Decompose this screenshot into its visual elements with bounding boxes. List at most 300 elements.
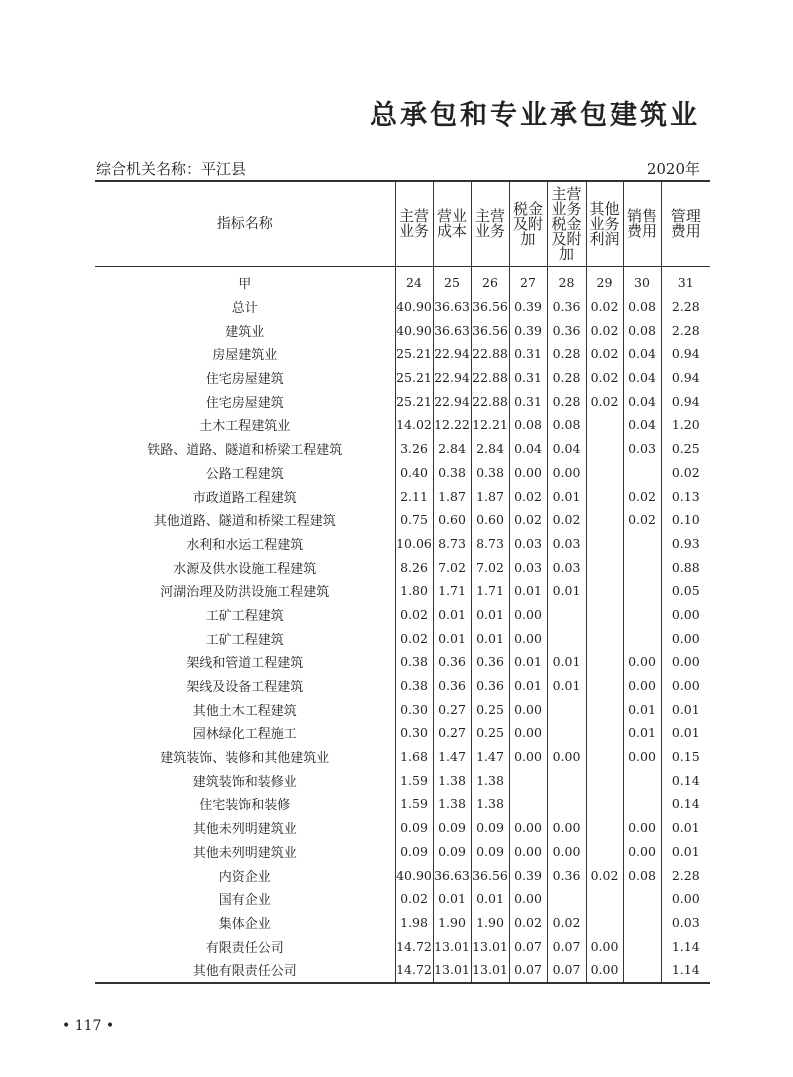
- cell-value: 0.94: [661, 389, 710, 413]
- row-label: 建筑装饰和装修业: [192, 774, 297, 790]
- cell-value: 1.71: [471, 579, 509, 603]
- cell-value: 0.00: [661, 603, 710, 627]
- row-label: 河湖治理及防洪设施工程建筑: [160, 585, 330, 601]
- cell-value: 30: [623, 267, 661, 295]
- column-header-label: 营业成本: [436, 207, 467, 240]
- cell-value: 1.71: [433, 579, 471, 603]
- cell-value: 0.09: [433, 840, 471, 864]
- cell-value: 22.88: [471, 366, 509, 390]
- cell-value: [586, 721, 623, 745]
- cell-value: 0.00: [509, 603, 547, 627]
- cell-value: 0.88: [661, 555, 710, 579]
- column-header-label: 主营业务税金及附加: [551, 184, 582, 263]
- row-label: 建筑业: [225, 324, 265, 340]
- cell-value: 2.84: [433, 437, 471, 461]
- cell-value: 25.21: [395, 366, 433, 390]
- cell-value: 0.00: [509, 721, 547, 745]
- row-label: 房屋建筑业: [212, 348, 278, 364]
- cell-value: 0.02: [623, 484, 661, 508]
- table-row: [95, 958, 710, 983]
- cell-value: 3.26: [395, 437, 433, 461]
- cell-value: 0.08: [623, 863, 661, 887]
- cell-value: 0.08: [547, 413, 586, 437]
- cell-value: [509, 792, 547, 816]
- table-row: [95, 840, 710, 864]
- cell-value: 0.01: [623, 697, 661, 721]
- cell-value: 29: [586, 267, 623, 295]
- table-row: [95, 437, 710, 461]
- cell-value: 22.88: [471, 389, 509, 413]
- cell-value: [623, 461, 661, 485]
- cell-value: 0.02: [586, 295, 623, 319]
- cell-value: [547, 887, 586, 911]
- cell-value: 0.02: [586, 389, 623, 413]
- row-label: 建筑装饰、装修和其他建筑业: [160, 751, 330, 767]
- row-label: 集体企业: [218, 916, 271, 932]
- cell-value: 0.01: [471, 603, 509, 627]
- cell-value: 1.38: [471, 792, 509, 816]
- column-header-label: 主营业务: [398, 207, 429, 240]
- cell-value: 0.01: [547, 674, 586, 698]
- table-row: [95, 579, 710, 603]
- column-header: [661, 181, 710, 267]
- cell-value: 1.87: [433, 484, 471, 508]
- cell-value: 36.63: [433, 318, 471, 342]
- cell-value: 40.90: [395, 318, 433, 342]
- cell-value: 36.63: [433, 295, 471, 319]
- cell-value: [586, 697, 623, 721]
- cell-value: 0.00: [623, 816, 661, 840]
- cell-value: 0.13: [661, 484, 710, 508]
- row-label: 住宅装饰和装修: [199, 798, 291, 814]
- row-label: 水利和水运工程建筑: [186, 537, 304, 553]
- cell-value: [586, 508, 623, 532]
- cell-value: 0.04: [547, 437, 586, 461]
- table-row: [95, 532, 710, 556]
- cell-value: 0.00: [623, 840, 661, 864]
- statistics-table: [95, 180, 710, 984]
- cell-value: [586, 768, 623, 792]
- table-row: [95, 603, 710, 627]
- cell-value: [586, 626, 623, 650]
- cell-value: 1.20: [661, 413, 710, 437]
- cell-value: 1.87: [471, 484, 509, 508]
- table-row: [95, 318, 710, 342]
- cell-value: 1.80: [395, 579, 433, 603]
- cell-value: 22.94: [433, 342, 471, 366]
- cell-value: 24: [395, 267, 433, 295]
- cell-value: [586, 532, 623, 556]
- cell-value: 0.01: [471, 887, 509, 911]
- cell-value: 0.03: [661, 911, 710, 935]
- cell-value: 0.31: [509, 342, 547, 366]
- cell-value: [586, 461, 623, 485]
- cell-value: [623, 579, 661, 603]
- cell-value: 0.08: [623, 318, 661, 342]
- cell-value: 22.94: [433, 389, 471, 413]
- cell-value: 13.01: [471, 934, 509, 958]
- cell-value: 0.02: [586, 366, 623, 390]
- cell-value: 0.36: [547, 863, 586, 887]
- cell-value: [586, 674, 623, 698]
- cell-value: 0.04: [623, 413, 661, 437]
- cell-value: 25.21: [395, 342, 433, 366]
- cell-value: 0.36: [471, 674, 509, 698]
- cell-value: 7.02: [433, 555, 471, 579]
- cell-value: [586, 745, 623, 769]
- cell-value: 27: [509, 267, 547, 295]
- cell-value: 0.01: [661, 816, 710, 840]
- cell-value: 14.02: [395, 413, 433, 437]
- cell-value: [547, 603, 586, 627]
- row-label: 住宅房屋建筑: [205, 372, 284, 388]
- cell-value: 0.38: [471, 461, 509, 485]
- row-label: 土木工程建筑业: [199, 419, 291, 435]
- cell-value: 1.59: [395, 792, 433, 816]
- table-row: [95, 555, 710, 579]
- row-label: 架线和管道工程建筑: [186, 656, 304, 672]
- cell-value: 0.00: [586, 958, 623, 983]
- cell-value: 1.59: [395, 768, 433, 792]
- cell-value: 8.73: [433, 532, 471, 556]
- cell-value: 0.01: [623, 721, 661, 745]
- cell-value: 0.00: [623, 674, 661, 698]
- column-header-label: 其他业务利润: [589, 199, 620, 248]
- cell-value: [586, 484, 623, 508]
- cell-value: 1.68: [395, 745, 433, 769]
- cell-value: 0.02: [395, 603, 433, 627]
- cell-value: 0.00: [509, 887, 547, 911]
- table-row: [95, 650, 710, 674]
- cell-value: 0.03: [509, 532, 547, 556]
- cell-value: 0.10: [661, 508, 710, 532]
- cell-value: 0.27: [433, 697, 471, 721]
- cell-value: 0.02: [623, 508, 661, 532]
- cell-value: 26: [471, 267, 509, 295]
- table-row: [95, 413, 710, 437]
- cell-value: [623, 911, 661, 935]
- column-header-label: 指标名称: [216, 215, 273, 232]
- cell-value: 0.01: [547, 650, 586, 674]
- cell-value: 0.01: [433, 887, 471, 911]
- row-label: 住宅房屋建筑: [205, 395, 284, 411]
- cell-value: 0.04: [623, 342, 661, 366]
- cell-value: 0.02: [395, 626, 433, 650]
- row-label: 其他未列明建筑业: [192, 822, 297, 838]
- row-label: 有限责任公司: [205, 940, 284, 956]
- cell-value: 0.09: [471, 840, 509, 864]
- cell-value: [509, 768, 547, 792]
- cell-value: 0.14: [661, 792, 710, 816]
- organization-label: 综合机关名称：平江县: [96, 160, 247, 178]
- cell-value: [586, 840, 623, 864]
- cell-value: [547, 792, 586, 816]
- cell-value: 0.00: [623, 745, 661, 769]
- cell-value: 0.09: [395, 816, 433, 840]
- cell-value: 36.56: [471, 295, 509, 319]
- cell-value: 0.00: [586, 934, 623, 958]
- cell-value: 2.28: [661, 295, 710, 319]
- table-header-row: [95, 181, 710, 267]
- cell-value: 2.11: [395, 484, 433, 508]
- cell-value: 0.00: [661, 674, 710, 698]
- cell-value: 1.38: [471, 768, 509, 792]
- column-header-label: 主营业务: [474, 207, 505, 240]
- cell-value: 1.47: [471, 745, 509, 769]
- cell-value: [586, 555, 623, 579]
- cell-value: 0.02: [509, 911, 547, 935]
- cell-value: 0.94: [661, 342, 710, 366]
- cell-value: 0.15: [661, 745, 710, 769]
- cell-value: 0.02: [509, 484, 547, 508]
- row-label: 水源及供水设施工程建筑: [173, 561, 317, 577]
- table-row: [95, 508, 710, 532]
- cell-value: [547, 768, 586, 792]
- cell-value: [623, 934, 661, 958]
- page-number: • 117 •: [62, 1018, 115, 1034]
- cell-value: 0.03: [509, 555, 547, 579]
- cell-value: 1.90: [433, 911, 471, 935]
- cell-value: 0.00: [661, 626, 710, 650]
- cell-value: [586, 603, 623, 627]
- cell-value: 0.14: [661, 768, 710, 792]
- cell-value: 0.28: [547, 366, 586, 390]
- table-row: [95, 768, 710, 792]
- cell-value: 0.28: [547, 342, 586, 366]
- cell-value: 0.02: [661, 461, 710, 485]
- cell-value: [623, 626, 661, 650]
- table-row: [95, 389, 710, 413]
- table-row: [95, 816, 710, 840]
- cell-value: 13.01: [433, 958, 471, 983]
- cell-value: [623, 603, 661, 627]
- table-row: [95, 721, 710, 745]
- cell-value: 0.39: [509, 295, 547, 319]
- cell-value: [547, 626, 586, 650]
- cell-value: 0.25: [471, 697, 509, 721]
- row-label: 公路工程建筑: [205, 466, 284, 482]
- table-row: [95, 484, 710, 508]
- cell-value: [586, 816, 623, 840]
- cell-value: 13.01: [471, 958, 509, 983]
- page-title: 总承包和专业承包建筑业: [370, 100, 700, 131]
- cell-value: 0.01: [433, 626, 471, 650]
- cell-value: 0.94: [661, 366, 710, 390]
- cell-value: 0.25: [471, 721, 509, 745]
- cell-value: 0.01: [509, 674, 547, 698]
- cell-value: 0.02: [547, 508, 586, 532]
- cell-value: 0.00: [509, 626, 547, 650]
- table-row: [95, 745, 710, 769]
- cell-value: 0.30: [395, 721, 433, 745]
- cell-value: 0.00: [547, 461, 586, 485]
- cell-value: 7.02: [471, 555, 509, 579]
- row-label: 其他土木工程建筑: [192, 703, 297, 719]
- cell-value: 0.31: [509, 366, 547, 390]
- cell-value: [586, 650, 623, 674]
- cell-value: 36.56: [471, 318, 509, 342]
- cell-value: 2.28: [661, 863, 710, 887]
- table-row: [95, 295, 710, 319]
- cell-value: [586, 413, 623, 437]
- cell-value: 0.07: [547, 934, 586, 958]
- cell-value: 0.00: [509, 697, 547, 721]
- cell-value: [623, 768, 661, 792]
- table-row: [95, 934, 710, 958]
- cell-value: 25.21: [395, 389, 433, 413]
- cell-value: 8.26: [395, 555, 433, 579]
- cell-value: 0.38: [395, 650, 433, 674]
- cell-value: 0.04: [623, 366, 661, 390]
- cell-value: 0.00: [547, 816, 586, 840]
- cell-value: 0.01: [661, 840, 710, 864]
- cell-value: 0.01: [661, 721, 710, 745]
- row-label: 国有企业: [218, 893, 271, 909]
- cell-value: 13.01: [433, 934, 471, 958]
- table-row: [95, 887, 710, 911]
- cell-value: [623, 887, 661, 911]
- column-header: [95, 181, 395, 267]
- row-label: 工矿工程建筑: [205, 632, 284, 648]
- row-label: 工矿工程建筑: [205, 608, 284, 624]
- cell-value: 36.56: [471, 863, 509, 887]
- cell-value: 25: [433, 267, 471, 295]
- cell-value: [623, 958, 661, 983]
- row-label: 其他未列明建筑业: [192, 845, 297, 861]
- cell-value: 0.02: [586, 318, 623, 342]
- cell-value: 40.90: [395, 295, 433, 319]
- column-header: [395, 181, 433, 267]
- column-header-label: 销售费用: [626, 207, 657, 240]
- column-header: [471, 181, 509, 267]
- cell-value: 10.06: [395, 532, 433, 556]
- cell-value: 0.00: [623, 650, 661, 674]
- cell-value: 0.00: [509, 745, 547, 769]
- cell-value: 2.28: [661, 318, 710, 342]
- cell-value: 14.72: [395, 934, 433, 958]
- cell-value: 0.36: [471, 650, 509, 674]
- cell-value: 0.36: [433, 674, 471, 698]
- row-label: 总计: [231, 301, 258, 317]
- cell-value: 1.38: [433, 768, 471, 792]
- cell-value: 0.75: [395, 508, 433, 532]
- cell-value: 22.94: [433, 366, 471, 390]
- cell-value: 0.00: [547, 840, 586, 864]
- row-label: 园林绿化工程施工: [192, 727, 297, 743]
- cell-value: 22.88: [471, 342, 509, 366]
- table-row: [95, 674, 710, 698]
- cell-value: 0.00: [509, 816, 547, 840]
- cell-value: 0.36: [547, 295, 586, 319]
- cell-value: 0.93: [661, 532, 710, 556]
- table-row: [95, 863, 710, 887]
- table-row: [95, 792, 710, 816]
- cell-value: 0.08: [509, 413, 547, 437]
- cell-value: 8.73: [471, 532, 509, 556]
- cell-value: 0.09: [471, 816, 509, 840]
- row-label: 市政道路工程建筑: [192, 490, 297, 506]
- cell-value: [586, 887, 623, 911]
- cell-value: 0.03: [547, 532, 586, 556]
- cell-value: 0.03: [623, 437, 661, 461]
- cell-value: 0.01: [433, 603, 471, 627]
- cell-value: 36.63: [433, 863, 471, 887]
- cell-value: [623, 792, 661, 816]
- column-header-label: 税金及附加: [512, 199, 543, 248]
- cell-value: 0.09: [395, 840, 433, 864]
- cell-value: 0.36: [433, 650, 471, 674]
- cell-value: [586, 911, 623, 935]
- cell-value: 0.60: [471, 508, 509, 532]
- cell-value: 1.98: [395, 911, 433, 935]
- cell-value: 0.00: [661, 887, 710, 911]
- cell-value: 0.01: [547, 579, 586, 603]
- table-row: [95, 697, 710, 721]
- table-row: [95, 626, 710, 650]
- cell-value: 0.02: [509, 508, 547, 532]
- cell-value: [586, 792, 623, 816]
- cell-value: 0.01: [509, 650, 547, 674]
- column-header-label: 管理费用: [670, 207, 701, 240]
- column-header: [547, 181, 586, 267]
- column-header: [623, 181, 661, 267]
- cell-value: 0.01: [509, 579, 547, 603]
- cell-value: [586, 437, 623, 461]
- cell-value: 1.47: [433, 745, 471, 769]
- cell-value: 0.30: [395, 697, 433, 721]
- table-row: [95, 366, 710, 390]
- cell-value: [586, 579, 623, 603]
- cell-value: 0.01: [547, 484, 586, 508]
- cell-value: 0.38: [433, 461, 471, 485]
- cell-value: 0.00: [661, 650, 710, 674]
- cell-value: 1.90: [471, 911, 509, 935]
- cell-value: 14.72: [395, 958, 433, 983]
- table-row: [95, 461, 710, 485]
- cell-value: 28: [547, 267, 586, 295]
- table-row: [95, 342, 710, 366]
- cell-value: 0.02: [395, 887, 433, 911]
- cell-value: 0.40: [395, 461, 433, 485]
- cell-value: 31: [661, 267, 710, 295]
- cell-value: 0.08: [623, 295, 661, 319]
- column-header: [586, 181, 623, 267]
- cell-value: 0.00: [509, 461, 547, 485]
- row-label: 其他道路、隧道和桥梁工程建筑: [153, 514, 336, 530]
- row-label: 甲: [238, 277, 252, 293]
- table-row: [95, 911, 710, 935]
- cell-value: 0.00: [509, 840, 547, 864]
- cell-value: [623, 532, 661, 556]
- cell-value: 0.07: [547, 958, 586, 983]
- cell-value: 0.31: [509, 389, 547, 413]
- cell-value: 2.84: [471, 437, 509, 461]
- row-label: 内资企业: [218, 869, 271, 885]
- cell-value: 0.01: [661, 697, 710, 721]
- cell-value: 1.14: [661, 958, 710, 983]
- cell-value: 0.04: [623, 389, 661, 413]
- row-label: 架线及设备工程建筑: [186, 680, 304, 696]
- cell-value: 0.07: [509, 934, 547, 958]
- cell-value: 0.09: [433, 816, 471, 840]
- table-row: [95, 267, 710, 295]
- cell-value: 40.90: [395, 863, 433, 887]
- cell-value: 0.02: [586, 863, 623, 887]
- cell-value: 0.02: [547, 911, 586, 935]
- cell-value: 12.22: [433, 413, 471, 437]
- cell-value: 0.38: [395, 674, 433, 698]
- row-label: 其他有限责任公司: [192, 964, 297, 980]
